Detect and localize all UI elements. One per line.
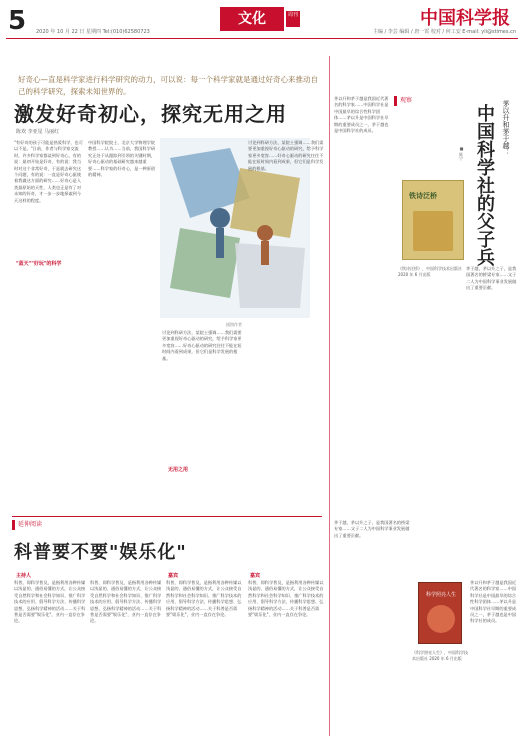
section2-column-2: 科普，即科学普及，是指利用各种传媒以浅显的、通俗易懂的方式，让公众接受自然科学和社会科学知识、推广科学技术的应用、倡导科学方法、传播科学思想、弘扬科学精神的活动……关于科普是否需要"娱乐化"，业内一直存在争论。 [90, 580, 162, 624]
book-caption-2: 《科学照亮人生》，中国科学技术出版社 2020 年 6 月出版 [412, 650, 468, 661]
book-title-2: 科学照亮人生 [425, 592, 456, 598]
book-caption-1: 《铁诗泛桥》，中国科学技术出版社 2020 年 6 月出版 [398, 266, 462, 277]
section-subtitle: 周刊 [286, 11, 300, 27]
article-intro: 好奇心—直是科学家进行科学研究的动力，可以说：每一个科学家就是通过好奇心来推动自己的科学研究，探索未知世界的。 [18, 75, 318, 96]
subhead-2: 无用之用 [168, 467, 189, 473]
page-number: 5 [8, 6, 27, 36]
article-byline: 陈欢 李亚星 马丽红 [16, 129, 60, 135]
sidebar-column-2: 茅于越，茅以升之子，是我国著名的桥梁专家……父子二人为中国科学事业发展做出了重要贡献。 [466, 266, 517, 291]
header-divider [6, 38, 518, 39]
sidebar-big-title: 中国科学社的父子兵 [474, 104, 495, 266]
section2-column-3: 科普，即科学普及，是指利用各种传媒以浅显的、通俗易懂的方式，让公众接受自然科学和社会科学知识、推广科学技术的应用、倡导科学方法、传播科学思想、弘扬科学精神的活动……关于科普是否需要"娱乐化"，业内一直存在争论。 [166, 580, 242, 618]
article-title: 激发好奇初心，探究无用之用 [14, 102, 287, 126]
sidebar-tag: 观察 [394, 96, 474, 106]
sidebar-divider [329, 56, 330, 736]
sidebar-byline: ■ 陈宁 [459, 146, 464, 161]
book-image-1 [413, 211, 453, 251]
sidebar-column-3: 茅于越，茅以升之子，是我国著名的桥梁专家……父子二人为中国科学事业发展做出了重要贡献。 [334, 520, 410, 538]
section2-divider [12, 516, 322, 517]
section2-column-1: 科普，即科学普及，是指利用各种传媒以浅显的、通俗易懂的方式，让公众接受自然科学和社会科学知识、推广科学技术的应用、倡导科学方法、传播科学思想、弘扬科学精神的活动……关于科普是否需要"娱乐化"，业内一直存在争论。 [14, 580, 86, 624]
date-line: 2020 年 10 月 22 日 星期四 Tel:(010)62580723 [36, 29, 150, 35]
editor-line: 主编 / 李芸 编辑 / 唐一霄 校对 / 何工安 E-mail: yli@stimes.cn [372, 29, 516, 35]
article-column-4: 讨论到科研方法，某院士强调……我们需要更加重视好奇心驱动的研究，给予科学家更多宽容……好奇心驱动的研究往往不能在短时间内看到成果，但它们是科学发展的根基。 [248, 140, 324, 171]
section2-column-4: 科普，即科学普及，是指利用各种传媒以浅显的、通俗易懂的方式，让公众接受自然科学和社会科学知识、推广科学技术的应用、倡导科学方法、传播科学思想、弘扬科学精神的活动……关于科普是否需要"娱乐化"，业内一直存在争论。 [248, 580, 324, 618]
book-cover-1 [402, 180, 464, 260]
masthead-logo: 中国科学报 [420, 8, 510, 29]
section2-subhead-1: 主持人 [16, 573, 32, 579]
sidebar-column-4: 茅以升和茅于越是我国近代著名的科学家……中国科学社是中国最早的综合性科学团体……茅以升是中国科学社早期的重要成员之一，茅于越也是中国科学社的成员。 [470, 580, 517, 624]
section2-title: 科普要不要"娱乐化" [14, 542, 187, 563]
illustration-caption: 插图作者 [226, 322, 242, 327]
book-title-1: 铁诗泛桥 [409, 191, 437, 200]
book-image-2 [427, 605, 455, 633]
section-title: 文化 [220, 7, 284, 31]
section2-subhead-3: 嘉宾 [250, 573, 261, 579]
article-column-2: 中国科学院院士、北京大学物理学院教授……认为……当前，我国科学研究正处于从跟踪到引领的关键时期，好奇心驱动的基础研究越来越重要……科学家的好奇心，是一种原创的精神。 [88, 140, 156, 178]
sidebar-small-title: 茅以升和茅于越： [502, 100, 510, 156]
sidebar-column-1: 茅以升和茅于越是我国近代著名的科学家……中国科学社是中国最早的综合性科学团体……茅以升是中国科学社早期的重要成员之一，茅于越也是中国科学社的成员。 [334, 96, 389, 134]
subhead-1: "蓝天""好玩"的科学 [16, 261, 62, 267]
page-header [0, 0, 524, 42]
section2-tag: 延伸阅读 [12, 520, 82, 530]
article-column-3: 讨论到科研方法，某院士强调……我们需要更加重视好奇心驱动的研究，给予科学家更多宽容……好奇心驱动的研究往往不能在短时间内看到成果，但它们是科学发展的根基。 [162, 330, 242, 361]
article-column-1: "有好奇的孩子可能是热爱科学，也可以不是。"日前，作者与科学家交流时，许多科学家都谈到好奇心，有的说：最初开始是好奇，有的说：我当时对这个非常好奇，于是就去研究这个问题，有的说：一直是好奇心驱使着我做这方面的研究……好奇心是人类最原始的天性，人类也正是有了对未知的好奇，才一步一步地探索到今天这样的程度。 [14, 140, 83, 203]
section2-subhead-2: 嘉宾 [168, 573, 179, 579]
book-cover-2 [418, 582, 462, 644]
